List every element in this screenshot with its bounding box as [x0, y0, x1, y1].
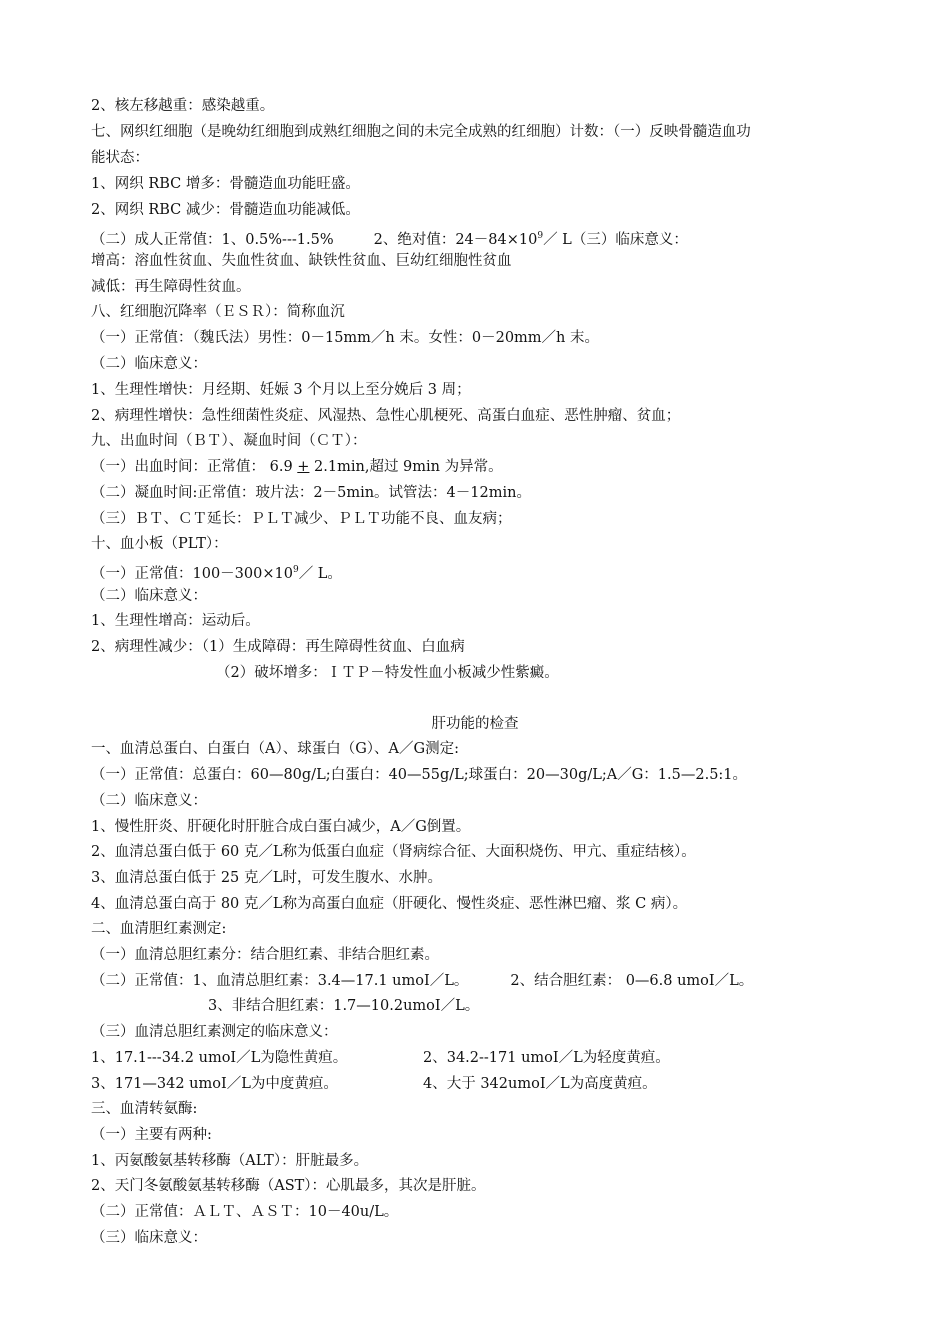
text-line: 3、血清总蛋白低于 25 克／L时，可发生腹水、水肿。	[91, 870, 443, 886]
text-line: 2、网织 RBC 减少：骨髓造血功能减低。	[91, 202, 360, 218]
text-fragment: 2、结合胆红素： 0—6.8 umoI／L。	[510, 973, 754, 989]
text-line: 增高：溶血性贫血、失血性贫血、缺铁性贫血、巨幼红细胞性贫血	[91, 253, 512, 269]
section-heading: 九、出血时间（ＢＴ）、凝血时间（ＣＴ）：	[91, 433, 367, 449]
text-line: 1、生理性增高：运动后。	[91, 613, 260, 629]
text-line: 2、病理性减少：（1）生成障碍：再生障碍性贫血、白血病	[91, 639, 465, 655]
text-line: （2）破坏增多：ＩＴＰ－特发性血小板减少性紫癜。	[216, 665, 559, 681]
text-line: （一）正常值：（魏氏法）男性：0－15mm／h 末。女性：0－20mm／h 末。	[91, 330, 599, 346]
text-line	[91, 226, 688, 250]
text-line: 减低：再生障碍性贫血。	[91, 279, 251, 295]
text-line: （三）血清总胆红素测定的临床意义：	[91, 1024, 338, 1040]
text-fragment: （二）正常值：1、血清总胆红素：3.4—17.1 umoI／L。	[91, 973, 469, 989]
text-line: （三）ＢＴ、ＣＴ延长：ＰＬＴ减少、ＰＬＴ功能不良、血友病；	[91, 511, 512, 527]
text-fragment: （一）正常值：100－300×10	[91, 565, 293, 582]
superscript: 9	[292, 565, 299, 575]
text-line: 2、核左移越重：感染越重。	[91, 98, 275, 114]
section-heading: 二、血清胆红素测定:	[91, 921, 227, 937]
text-line: （一）主要有两种:	[91, 1127, 212, 1143]
text-fragment: 3、171—342 umoI／L为中度黄疸。	[91, 1076, 338, 1092]
text-line	[91, 1074, 657, 1094]
text-fragment: 2.1min,超过 9min 为异常。	[309, 459, 503, 475]
text-line: （二）临床意义：	[91, 356, 207, 372]
text-line: （三）临床意义：	[91, 1230, 207, 1246]
text-line: 1、丙氨酸氨基转移酶（ALT）：肝脏最多。	[91, 1153, 369, 1169]
text-line	[91, 457, 503, 477]
text-fragment: ／ L（三）临床意义：	[543, 231, 688, 248]
text-line: 能状态：	[91, 150, 149, 166]
text-fragment: 2、绝对值：24－84×10	[373, 231, 538, 248]
text-line: （一）正常值：总蛋白：60—80g/L;白蛋白：40—55g/L;球蛋白：20—30g/L;A／G：1.5—2.5:1。	[91, 767, 748, 783]
text-line	[91, 971, 753, 991]
text-line: 2、天门冬氨酸氨基转移酶（AST）：心肌最多，其次是肝脏。	[91, 1178, 486, 1194]
text-line: 1、慢性肝炎、肝硬化时肝脏合成白蛋白减少，A／G倒置。	[91, 819, 471, 835]
text-fragment: （一）出血时间：正常值： 6.9	[91, 459, 298, 475]
text-line: （一）血清总胆红素分：结合胆红素、非结合胆红素。	[91, 947, 439, 963]
text-line: 4、血清总蛋白高于 80 克／L称为高蛋白血症（肝硬化、慢性炎症、恶性淋巴瘤、浆 C 病）。	[91, 896, 688, 912]
text-fragment: 1、17.1---34.2 umoI／L为隐性黄疸。	[91, 1050, 348, 1066]
superscript: 9	[537, 231, 544, 241]
text-line: 1、网织 RBC 增多：骨髓造血功能旺盛。	[91, 176, 360, 192]
text-line: 2、病理性增快：急性细菌性炎症、风湿热、急性心肌梗死、高蛋白血症、恶性肿瘤、贫血；	[91, 408, 681, 424]
text-fragment: （二）成人正常值：1、0.5%---1.5%	[91, 231, 334, 248]
text-fragment: 2、34.2--171 umoI／L为轻度黄疸。	[423, 1050, 670, 1066]
text-line: （二）凝血时间:正常值：玻片法：2－5min。试管法：4－12min。	[91, 485, 531, 501]
text-line	[91, 560, 342, 584]
text-line: （二）正常值：ＡＬＴ、ＡＳＴ：10－40u/L。	[91, 1204, 399, 1220]
text-line	[91, 1048, 670, 1068]
plus-minus-sign: +	[297, 459, 310, 475]
section-heading: 七、网织红细胞（是晚幼红细胞到成熟红细胞之间的未完全成熟的红细胞）计数：（一）反映骨髓造血功	[91, 124, 751, 140]
text-line: 1、生理性增快：月经期、妊娠 3 个月以上至分娩后 3 周；	[91, 382, 471, 398]
text-line: 2、血清总蛋白低于 60 克／L称为低蛋白血症（肾病综合征、大面积烧伤、甲亢、重症结核）。	[91, 844, 696, 860]
section-heading: 三、血清转氨酶:	[91, 1101, 198, 1117]
text-fragment: 4、大于 342umoI／L为高度黄疸。	[423, 1076, 657, 1092]
text-line: （二）临床意义：	[91, 793, 207, 809]
text-line: 3、非结合胆红素：1.7—10.2umoI／L。	[208, 998, 480, 1014]
section-heading: 十、血小板（PLT）：	[91, 536, 228, 552]
text-fragment: ／ L。	[298, 565, 342, 582]
page-title: 肝功能的检查	[431, 716, 519, 732]
section-heading: 八、红细胞沉降率（ＥＳＲ）：简称血沉	[91, 304, 345, 320]
text-line: （二）临床意义：	[91, 588, 207, 604]
section-heading: 一、血清总蛋白、白蛋白（A）、球蛋白（G）、A／G测定:	[91, 741, 459, 757]
